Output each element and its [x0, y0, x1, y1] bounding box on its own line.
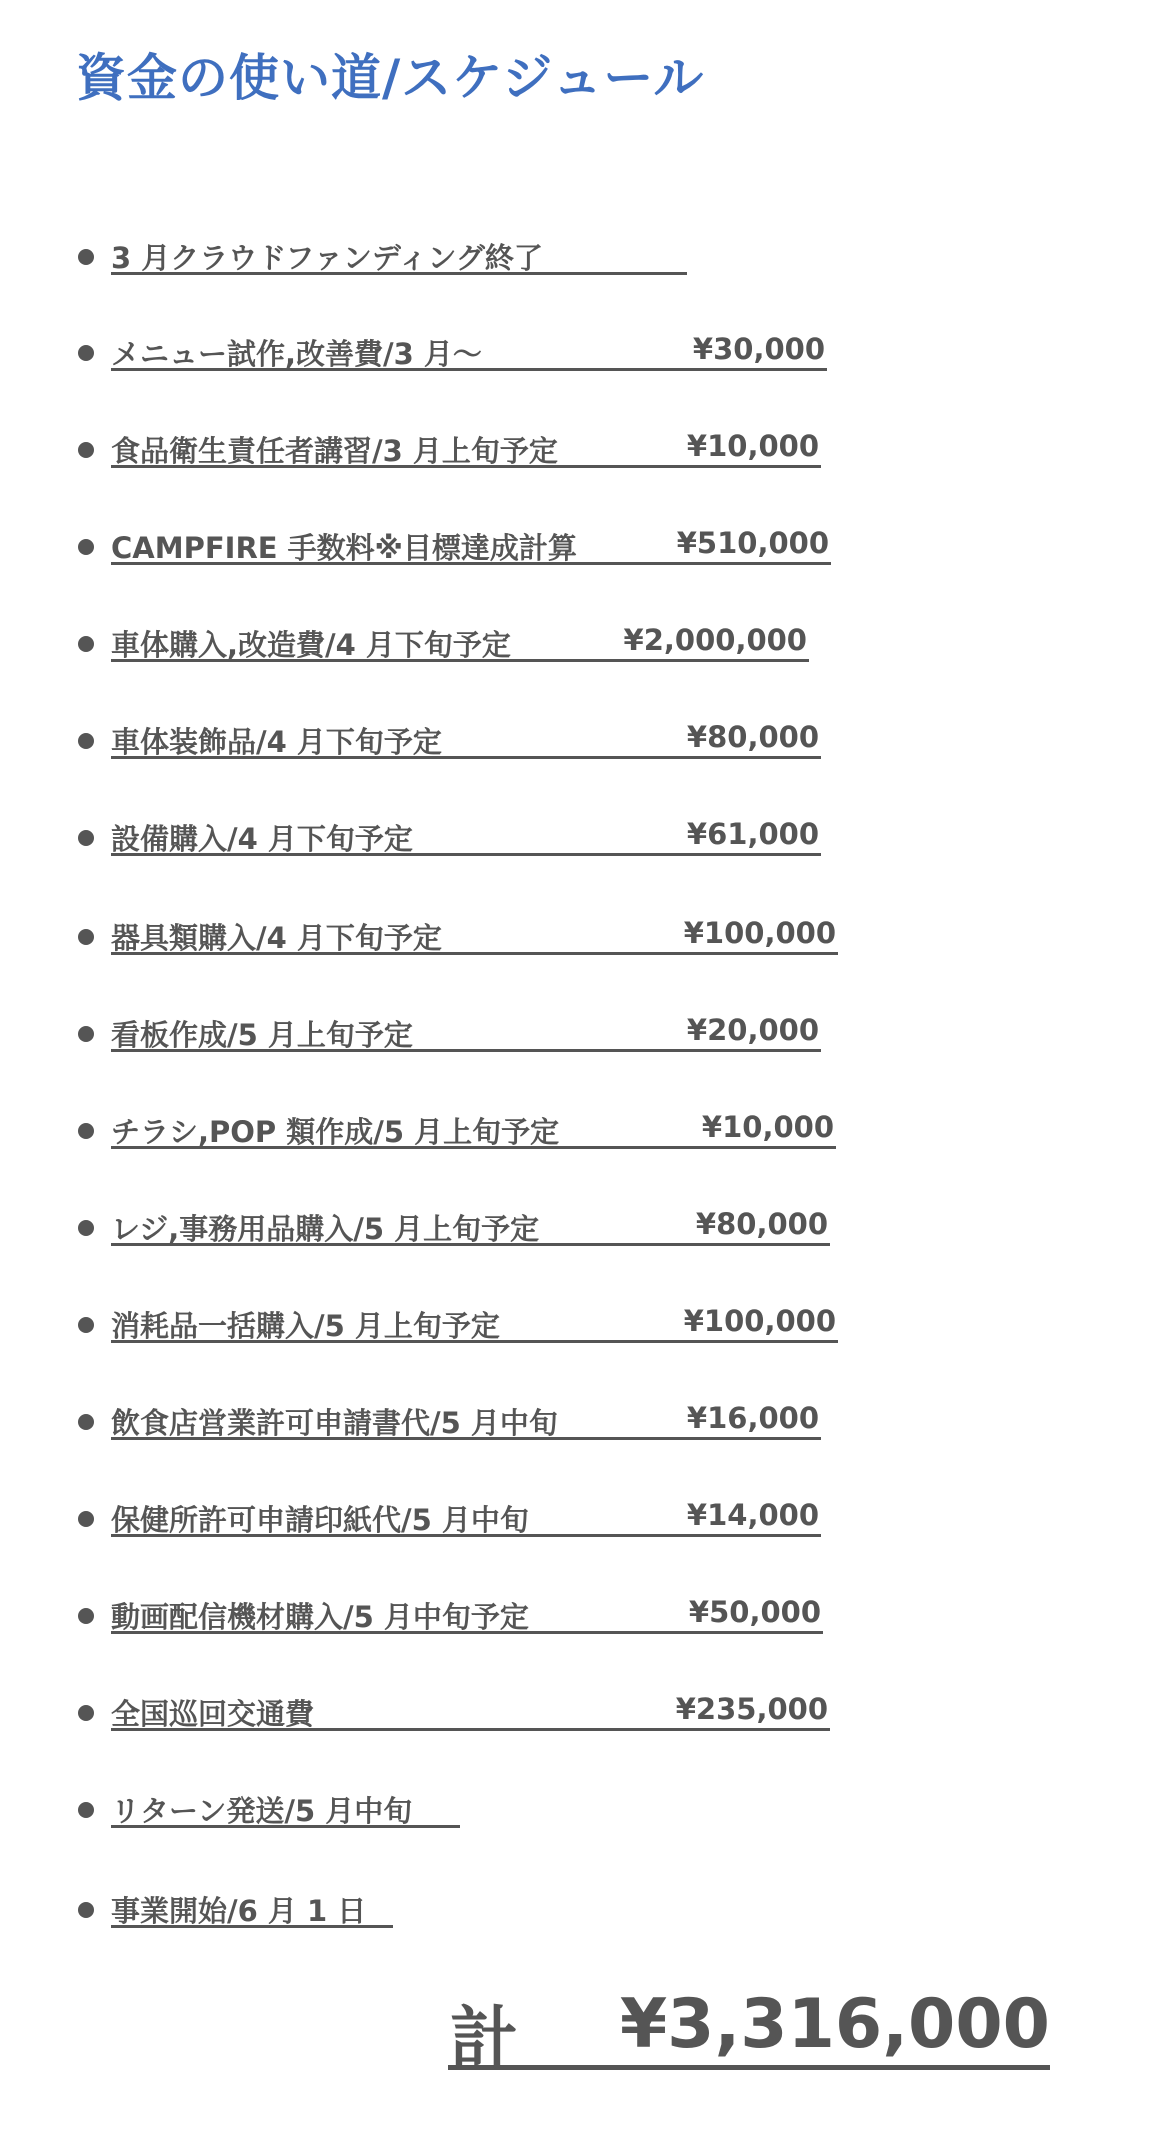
item-label: 車体購入,改造費/4 月下旬予定: [111, 628, 511, 662]
item-underline: [111, 813, 821, 856]
item-underline: [111, 1885, 393, 1928]
item-underline: [111, 425, 821, 468]
item-amount: ¥100,000: [683, 1304, 836, 1338]
bullet-icon: [78, 442, 94, 458]
bullet-icon: [78, 249, 94, 265]
item-amount: ¥10,000: [701, 1110, 834, 1144]
item-amount: ¥100,000: [683, 916, 836, 950]
item-underline: [111, 1397, 821, 1440]
item-underline: [111, 1494, 821, 1537]
bullet-icon: [78, 1705, 94, 1721]
item-label: 車体装飾品/4 月下旬予定: [111, 725, 442, 759]
item-underline: [111, 1009, 821, 1052]
item-underline: [111, 1591, 823, 1634]
item-label: 事業開始/6 月 1 日: [111, 1894, 367, 1928]
item-label: 消耗品一括購入/5 月上旬予定: [111, 1309, 500, 1343]
bullet-icon: [78, 345, 94, 361]
item-label: レジ,事務用品購入/5 月上旬予定: [111, 1212, 540, 1246]
item-amount: ¥235,000: [675, 1692, 828, 1726]
bullet-icon: [78, 1902, 94, 1918]
item-label: CAMPFIRE 手数料※目標達成計算: [111, 531, 577, 565]
total-label: 計: [450, 2000, 519, 2079]
item-amount: ¥61,000: [686, 817, 819, 851]
item-amount: ¥14,000: [686, 1498, 819, 1532]
bullet-icon: [78, 636, 94, 652]
bullet-icon: [78, 1123, 94, 1139]
item-label: 器具類購入/4 月下旬予定: [111, 921, 442, 955]
bullet-icon: [78, 1511, 94, 1527]
page-title: 資金の使い道/スケジュール: [76, 49, 705, 107]
item-label: チラシ,POP 類作成/5 月上旬予定: [111, 1115, 560, 1149]
item-amount: ¥10,000: [686, 429, 819, 463]
item-underline: [111, 232, 687, 275]
item-underline: [111, 522, 831, 565]
item-underline: [111, 1300, 838, 1343]
item-label: 飲食店営業許可申請書代/5 月中旬: [111, 1406, 558, 1440]
total-row: [448, 1985, 1050, 2079]
item-amount: ¥80,000: [695, 1207, 828, 1241]
item-label: 動画配信機材購入/5 月中旬予定: [111, 1600, 529, 1634]
item-underline: [111, 1106, 836, 1149]
item-amount: ¥80,000: [686, 720, 819, 754]
bullet-icon: [78, 1026, 94, 1042]
bullet-icon: [78, 539, 94, 555]
bullet-icon: [78, 733, 94, 749]
item-amount: ¥50,000: [688, 1595, 821, 1629]
bullet-icon: [78, 830, 94, 846]
bullet-icon: [78, 1608, 94, 1624]
item-underline: [111, 1688, 830, 1731]
bullet-icon: [78, 929, 94, 945]
bullet-icon: [78, 1220, 94, 1236]
item-amount: ¥16,000: [686, 1401, 819, 1435]
item-label: 3 月クラウドファンディング終了: [111, 241, 543, 275]
bullet-icon: [78, 1414, 94, 1430]
item-label: 食品衛生責任者講習/3 月上旬予定: [111, 434, 558, 468]
item-label: メニュー試作,改善費/3 月〜: [111, 337, 482, 371]
item-underline: [111, 912, 838, 955]
item-amount: ¥2,000,000: [623, 623, 807, 657]
bullet-icon: [78, 1317, 94, 1333]
item-underline: [111, 716, 821, 759]
item-label: 保健所許可申請印紙代/5 月中旬: [111, 1503, 529, 1537]
item-underline: [111, 328, 827, 371]
item-amount: ¥20,000: [686, 1013, 819, 1047]
bullet-icon: [78, 1802, 94, 1818]
item-amount: ¥510,000: [676, 526, 829, 560]
item-underline: [111, 619, 809, 662]
item-underline: [111, 1203, 830, 1246]
item-label: リターン発送/5 月中旬: [111, 1794, 413, 1828]
item-amount: ¥30,000: [692, 332, 825, 366]
item-underline: [111, 1785, 460, 1828]
item-label: 看板作成/5 月上旬予定: [111, 1018, 413, 1052]
total-amount: ¥3,316,000: [619, 1985, 1050, 2064]
item-label: 設備購入/4 月下旬予定: [111, 822, 413, 856]
item-label: 全国巡回交通費: [111, 1697, 315, 1731]
